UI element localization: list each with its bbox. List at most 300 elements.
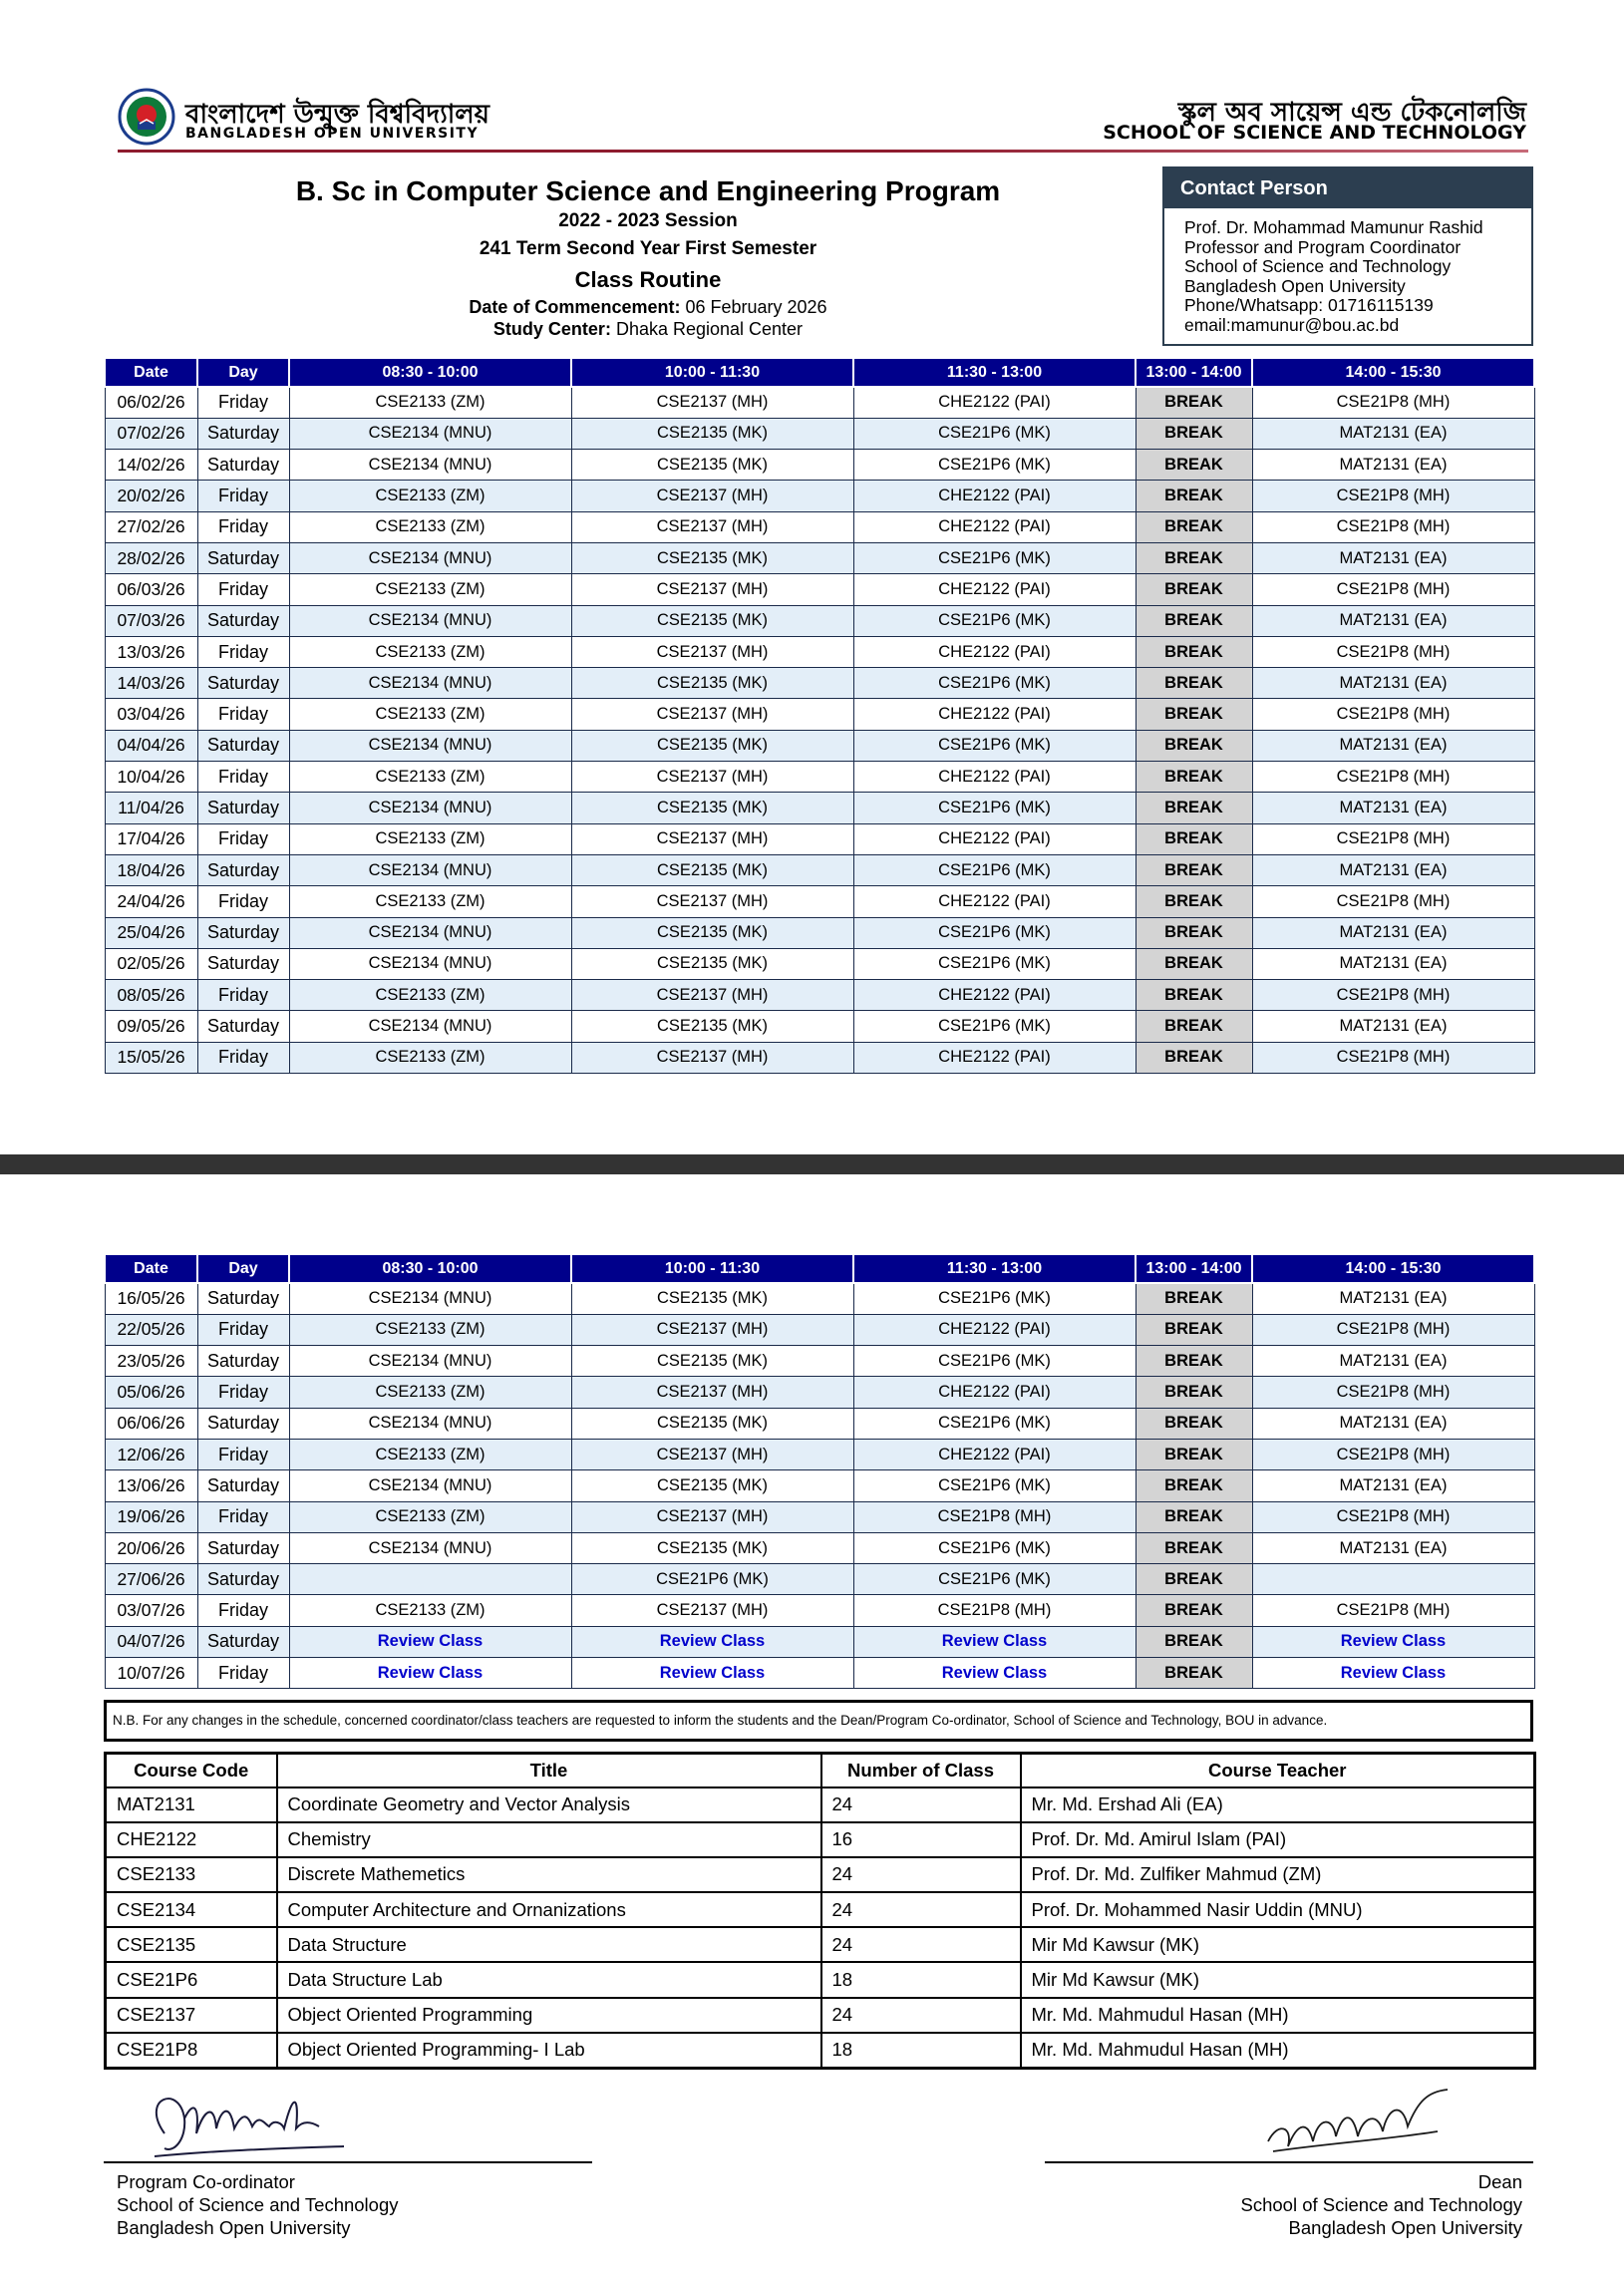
schedule-row: [105, 886, 1534, 917]
university-name-english: BANGLADESH OPEN UNIVERSITY: [185, 126, 480, 142]
cell-slot-1400: CSE21P8 (MH): [1252, 1439, 1534, 1469]
cell-slot-1300-break: BREAK: [1136, 418, 1252, 449]
course-title: Data Structure Lab: [277, 1962, 821, 1997]
study-center-label: Study Center:: [492, 319, 611, 339]
number-of-class: 24: [821, 1998, 1021, 2033]
cell-slot-1300-break: BREAK: [1136, 1011, 1252, 1042]
commencement-line: [219, 296, 1077, 318]
cell-day: Saturday: [197, 1564, 289, 1595]
schedule-row: [105, 980, 1534, 1011]
term-line: 241 Term Second Year First Semester: [479, 238, 817, 259]
cell-slot-1300-break: BREAK: [1136, 730, 1252, 761]
number-of-class: 16: [821, 1822, 1021, 1857]
number-of-class: 24: [821, 1787, 1021, 1822]
cell-slot-0830: CSE2133 (ZM): [289, 980, 571, 1011]
program-title: B. Sc in Computer Science and Engineering Program: [295, 175, 1001, 206]
course-teacher: Mr. Md. Ershad Ali (EA): [1021, 1787, 1535, 1822]
cell-slot-0830: CSE2133 (ZM): [289, 1377, 571, 1408]
cell-slot-0830: Review Class: [289, 1626, 571, 1657]
cell-slot-1400: MAT2131 (EA): [1252, 1011, 1534, 1042]
cell-slot-1130: CSE21P6 (MK): [853, 450, 1136, 481]
cell-slot-1000: CSE2135 (MK): [571, 668, 853, 699]
university-logo: [118, 88, 546, 148]
schedule-row: [105, 1377, 1534, 1408]
cell-slot-1300-break: BREAK: [1136, 542, 1252, 573]
cell-slot-1000: CSE2135 (MK): [571, 1011, 853, 1042]
schedule-row: [105, 1626, 1534, 1657]
cell-slot-1130: CSE21P6 (MK): [853, 730, 1136, 761]
schedule-row: [105, 1314, 1534, 1345]
cell-slot-1300-break: BREAK: [1136, 511, 1252, 542]
cell-slot-1300-break: BREAK: [1136, 699, 1252, 730]
cell-slot-1130: CHE2122 (PAI): [853, 574, 1136, 605]
cell-slot-1000: Review Class: [571, 1626, 853, 1657]
cell-slot-0830: CSE2133 (ZM): [289, 1595, 571, 1626]
cell-slot-1000: CSE2137 (MH): [571, 1042, 853, 1073]
cell-day: Saturday: [197, 1011, 289, 1042]
cell-slot-1130: CHE2122 (PAI): [853, 699, 1136, 730]
course-title: Coordinate Geometry and Vector Analysis: [277, 1787, 821, 1822]
schedule-header-row: [105, 358, 1534, 387]
header-slot-1400: 14:00 - 15:30: [1252, 358, 1534, 387]
header-date: Date: [105, 358, 197, 387]
schedule-row: [105, 1595, 1534, 1626]
cell-slot-1400: CSE21P8 (MH): [1252, 1377, 1534, 1408]
schedule-row: [105, 636, 1534, 667]
cell-day: Saturday: [197, 730, 289, 761]
cell-slot-0830: CSE2134 (MNU): [289, 1408, 571, 1439]
cell-slot-1130: CHE2122 (PAI): [853, 886, 1136, 917]
schedule-row: [105, 511, 1534, 542]
cell-slot-1000: CSE2135 (MK): [571, 917, 853, 948]
cell-slot-1130: CSE21P6 (MK): [853, 854, 1136, 885]
cell-slot-1300-break: BREAK: [1136, 1595, 1252, 1626]
cell-slot-1400: MAT2131 (EA): [1252, 418, 1534, 449]
cell-slot-1130: CHE2122 (PAI): [853, 481, 1136, 511]
dean-signature-line: [1045, 2161, 1533, 2163]
course-header-row: [106, 1754, 1535, 1787]
header-course-code: Course Code: [106, 1754, 277, 1787]
cell-date: 07/02/26: [105, 418, 197, 449]
contact-person-box: [1162, 166, 1533, 346]
dean-signature-block: [1241, 2170, 1523, 2239]
cell-slot-1300-break: BREAK: [1136, 948, 1252, 979]
schedule-row: [105, 823, 1534, 854]
cell-slot-1000: CSE2135 (MK): [571, 793, 853, 823]
cell-slot-1400: MAT2131 (EA): [1252, 605, 1534, 636]
cell-slot-1400: MAT2131 (EA): [1252, 1532, 1534, 1563]
cell-slot-1000: CSE2137 (MH): [571, 1501, 853, 1532]
cell-slot-1130: CHE2122 (PAI): [853, 980, 1136, 1011]
cell-date: 06/06/26: [105, 1408, 197, 1439]
cell-date: 22/05/26: [105, 1314, 197, 1345]
cell-slot-1130: CSE21P6 (MK): [853, 542, 1136, 573]
cell-slot-0830: CSE2133 (ZM): [289, 636, 571, 667]
course-teacher: Mr. Md. Mahmudul Hasan (MH): [1021, 2033, 1535, 2068]
schedule-row: [105, 1470, 1534, 1501]
cell-day: Friday: [197, 1314, 289, 1345]
cell-date: 18/04/26: [105, 854, 197, 885]
course-teacher: Prof. Dr. Md. Amirul Islam (PAI): [1021, 1822, 1535, 1857]
schedule-row: [105, 1042, 1534, 1073]
cell-slot-1400: MAT2131 (EA): [1252, 1346, 1534, 1377]
cell-slot-1130: CSE21P6 (MK): [853, 917, 1136, 948]
cell-date: 27/06/26: [105, 1564, 197, 1595]
course-code: CSE2133: [106, 1857, 277, 1892]
cell-day: Friday: [197, 511, 289, 542]
cell-slot-0830: CSE2133 (ZM): [289, 823, 571, 854]
contact-university: Bangladesh Open University: [1184, 275, 1406, 296]
cell-slot-1400: CSE21P8 (MH): [1252, 762, 1534, 793]
header-day: Day: [197, 358, 289, 387]
header-slot-0830: 08:30 - 10:00: [289, 358, 571, 387]
cell-slot-1000: CSE2137 (MH): [571, 886, 853, 917]
schedule-row: [105, 605, 1534, 636]
cell-date: 13/06/26: [105, 1470, 197, 1501]
schedule-header-row: [105, 1254, 1534, 1283]
course-title: Object Oriented Programming- I Lab: [277, 2033, 821, 2068]
cell-date: 08/05/26: [105, 980, 197, 1011]
course-row: [106, 1998, 1535, 2033]
cell-slot-1000: CSE2137 (MH): [571, 387, 853, 418]
cell-date: 06/03/26: [105, 574, 197, 605]
schedule-note: N.B. For any changes in the schedule, concerned coordinator/class teachers are requested to inform the students and the Dean/Program Co-ordinator, School of Science and Technology, BOU in advance.: [104, 1700, 1533, 1742]
cell-slot-0830: CSE2133 (ZM): [289, 387, 571, 418]
cell-day: Saturday: [197, 450, 289, 481]
contact-heading: Contact Person: [1164, 168, 1531, 208]
cell-slot-1130: CSE21P6 (MK): [853, 948, 1136, 979]
cell-slot-1000: CSE2137 (MH): [571, 980, 853, 1011]
cell-slot-1000: CSE2137 (MH): [571, 762, 853, 793]
cell-slot-1300-break: BREAK: [1136, 1564, 1252, 1595]
cell-slot-0830: CSE2134 (MNU): [289, 605, 571, 636]
cell-slot-1400: MAT2131 (EA): [1252, 1470, 1534, 1501]
cell-day: Saturday: [197, 854, 289, 885]
dean-school: School of Science and Technology: [1240, 2194, 1522, 2215]
header-course-teacher: Course Teacher: [1021, 1754, 1535, 1787]
study-center-line: [219, 318, 1077, 340]
cell-slot-1130: CHE2122 (PAI): [853, 1042, 1136, 1073]
cell-slot-1300-break: BREAK: [1136, 1408, 1252, 1439]
cell-day: Saturday: [197, 605, 289, 636]
cell-date: 13/03/26: [105, 636, 197, 667]
cell-slot-1400: CSE21P8 (MH): [1252, 1595, 1534, 1626]
cell-slot-1130: Review Class: [853, 1658, 1136, 1689]
cell-slot-1400: MAT2131 (EA): [1252, 542, 1534, 573]
schedule-row: [105, 1501, 1534, 1532]
schedule-row: [105, 1564, 1534, 1595]
cell-slot-1400: CSE21P8 (MH): [1252, 574, 1534, 605]
cell-slot-1300-break: BREAK: [1136, 1626, 1252, 1657]
cell-date: 07/03/26: [105, 605, 197, 636]
cell-slot-0830: CSE2134 (MNU): [289, 854, 571, 885]
cell-slot-1400: MAT2131 (EA): [1252, 1283, 1534, 1314]
cell-slot-0830: CSE2134 (MNU): [289, 1346, 571, 1377]
cell-slot-1400: MAT2131 (EA): [1252, 1408, 1534, 1439]
cell-slot-1000: CSE21P6 (MK): [571, 1564, 853, 1595]
cell-slot-1000: CSE2135 (MK): [571, 1470, 853, 1501]
coordinator-title: Program Co-ordinator: [117, 2171, 295, 2192]
cell-slot-1400: [1252, 1564, 1534, 1595]
cell-slot-1000: CSE2135 (MK): [571, 730, 853, 761]
contact-phone: Phone/Whatsapp: 01716115139: [1184, 295, 1434, 315]
cell-slot-1130: CHE2122 (PAI): [853, 511, 1136, 542]
cell-slot-1300-break: BREAK: [1136, 1501, 1252, 1532]
header-slot-1300-break: 13:00 - 14:00: [1136, 358, 1252, 387]
cell-slot-1000: CSE2137 (MH): [571, 1595, 853, 1626]
schedule-row: [105, 1346, 1534, 1377]
cell-slot-1000: CSE2135 (MK): [571, 1283, 853, 1314]
dean-university: Bangladesh Open University: [1288, 2217, 1522, 2238]
contact-role: Professor and Program Coordinator: [1184, 236, 1462, 257]
cell-slot-1130: CSE21P6 (MK): [853, 605, 1136, 636]
number-of-class: 18: [821, 1962, 1021, 1997]
cell-slot-1130: CHE2122 (PAI): [853, 387, 1136, 418]
session-line: 2022 - 2023 Session: [558, 210, 738, 231]
contact-email[interactable]: email:mamunur@bou.ac.bd: [1184, 314, 1400, 335]
course-code: CSE2135: [106, 1927, 277, 1962]
cell-date: 19/06/26: [105, 1501, 197, 1532]
cell-slot-1300-break: BREAK: [1136, 854, 1252, 885]
cell-day: Saturday: [197, 1408, 289, 1439]
cell-date: 14/03/26: [105, 668, 197, 699]
cell-slot-1130: CSE21P6 (MK): [853, 1346, 1136, 1377]
cell-slot-0830: Review Class: [289, 1658, 571, 1689]
course-code: MAT2131: [106, 1787, 277, 1822]
cell-slot-1400: MAT2131 (EA): [1252, 668, 1534, 699]
cell-slot-1300-break: BREAK: [1136, 605, 1252, 636]
header-day: Day: [197, 1254, 289, 1283]
cell-slot-0830: CSE2134 (MNU): [289, 1470, 571, 1501]
course-code: CSE2137: [106, 1998, 277, 2033]
course-row: [106, 1822, 1535, 1857]
cell-slot-1000: CSE2135 (MK): [571, 1346, 853, 1377]
cell-slot-1300-break: BREAK: [1136, 1470, 1252, 1501]
cell-slot-1000: CSE2137 (MH): [571, 481, 853, 511]
cell-slot-0830: CSE2134 (MNU): [289, 1011, 571, 1042]
cell-slot-1300-break: BREAK: [1136, 636, 1252, 667]
cell-slot-1400: CSE21P8 (MH): [1252, 1501, 1534, 1532]
header-rule: [118, 150, 1528, 153]
schedule-row: [105, 948, 1534, 979]
contact-school: School of Science and Technology: [1184, 256, 1452, 276]
cell-slot-0830: CSE2133 (ZM): [289, 574, 571, 605]
cell-date: 04/04/26: [105, 730, 197, 761]
cell-slot-1130: CHE2122 (PAI): [853, 1377, 1136, 1408]
title-block: [219, 174, 1077, 340]
course-row: [106, 1892, 1535, 1927]
number-of-class: 24: [821, 1892, 1021, 1927]
cell-date: 09/05/26: [105, 1011, 197, 1042]
course-teacher: Mir Md Kawsur (MK): [1021, 1927, 1535, 1962]
cell-day: Saturday: [197, 1470, 289, 1501]
cell-slot-1400: MAT2131 (EA): [1252, 854, 1534, 885]
cell-slot-0830: [289, 1564, 571, 1595]
cell-slot-1130: CSE21P6 (MK): [853, 793, 1136, 823]
cell-slot-0830: CSE2134 (MNU): [289, 948, 571, 979]
cell-slot-1400: CSE21P8 (MH): [1252, 1042, 1534, 1073]
cell-date: 02/05/26: [105, 948, 197, 979]
cell-slot-1000: CSE2137 (MH): [571, 1314, 853, 1345]
cell-slot-0830: CSE2133 (ZM): [289, 1042, 571, 1073]
cell-slot-0830: CSE2133 (ZM): [289, 1314, 571, 1345]
cell-day: Saturday: [197, 1532, 289, 1563]
cell-date: 11/04/26: [105, 793, 197, 823]
cell-slot-1000: CSE2135 (MK): [571, 854, 853, 885]
cell-day: Friday: [197, 1377, 289, 1408]
cell-date: 27/02/26: [105, 511, 197, 542]
cell-slot-1000: CSE2137 (MH): [571, 574, 853, 605]
course-row: [106, 1857, 1535, 1892]
cell-date: 20/02/26: [105, 481, 197, 511]
schedule-row: [105, 1532, 1534, 1563]
schedule-row: [105, 762, 1534, 793]
cell-slot-0830: CSE2134 (MNU): [289, 542, 571, 573]
cell-date: 03/07/26: [105, 1595, 197, 1626]
cell-slot-1400: CSE21P8 (MH): [1252, 823, 1534, 854]
schedule-table-page-1: [104, 357, 1535, 1074]
number-of-class: 18: [821, 2033, 1021, 2068]
header-slot-1000: 10:00 - 11:30: [571, 358, 853, 387]
course-title: Object Oriented Programming: [277, 1998, 821, 2033]
course-row: [106, 2033, 1535, 2068]
cell-slot-1000: CSE2135 (MK): [571, 542, 853, 573]
course-code: CHE2122: [106, 1822, 277, 1857]
cell-date: 05/06/26: [105, 1377, 197, 1408]
cell-date: 06/02/26: [105, 387, 197, 418]
cell-slot-1400: CSE21P8 (MH): [1252, 387, 1534, 418]
course-code: CSE21P8: [106, 2033, 277, 2068]
dean-signature: [1258, 2082, 1458, 2161]
cell-slot-1000: CSE2135 (MK): [571, 605, 853, 636]
schedule-row: [105, 699, 1534, 730]
course-teacher: Mr. Md. Mahmudul Hasan (MH): [1021, 1998, 1535, 2033]
cell-slot-1400: CSE21P8 (MH): [1252, 636, 1534, 667]
cell-slot-1400: CSE21P8 (MH): [1252, 699, 1534, 730]
cell-date: 25/04/26: [105, 917, 197, 948]
cell-slot-1000: Review Class: [571, 1658, 853, 1689]
cell-day: Saturday: [197, 668, 289, 699]
cell-slot-1300-break: BREAK: [1136, 793, 1252, 823]
bou-emblem-icon: [118, 88, 175, 146]
cell-date: 03/04/26: [105, 699, 197, 730]
page-divider: [0, 1154, 1624, 1174]
cell-slot-1300-break: BREAK: [1136, 823, 1252, 854]
cell-slot-1300-break: BREAK: [1136, 1314, 1252, 1345]
cell-slot-1400: CSE21P8 (MH): [1252, 980, 1534, 1011]
header-slot-0830: 08:30 - 10:00: [289, 1254, 571, 1283]
coordinator-signature-block: [117, 2170, 399, 2239]
header-slot-1300-break: 13:00 - 14:00: [1136, 1254, 1252, 1283]
cell-date: 12/06/26: [105, 1439, 197, 1469]
cell-slot-1130: Review Class: [853, 1626, 1136, 1657]
cell-day: Friday: [197, 1658, 289, 1689]
schedule-table-page-2: [104, 1253, 1535, 1689]
cell-day: Saturday: [197, 418, 289, 449]
cell-date: 17/04/26: [105, 823, 197, 854]
header-slot-1400: 14:00 - 15:30: [1252, 1254, 1534, 1283]
cell-slot-1300-break: BREAK: [1136, 886, 1252, 917]
course-row: [106, 1927, 1535, 1962]
cell-slot-0830: CSE2133 (ZM): [289, 699, 571, 730]
cell-slot-1400: Review Class: [1252, 1626, 1534, 1657]
schedule-row: [105, 917, 1534, 948]
header-number-of-class: Number of Class: [821, 1754, 1021, 1787]
cell-slot-1130: CSE21P6 (MK): [853, 418, 1136, 449]
header-course-title: Title: [277, 1754, 821, 1787]
cell-slot-1400: MAT2131 (EA): [1252, 948, 1534, 979]
course-title: Data Structure: [277, 1927, 821, 1962]
cell-slot-1130: CSE21P8 (MH): [853, 1501, 1136, 1532]
course-title: Chemistry: [277, 1822, 821, 1857]
cell-slot-1000: CSE2137 (MH): [571, 1439, 853, 1469]
cell-day: Friday: [197, 1042, 289, 1073]
cell-slot-1130: CHE2122 (PAI): [853, 762, 1136, 793]
cell-slot-1000: CSE2137 (MH): [571, 823, 853, 854]
header-slot-1130: 11:30 - 13:00: [853, 1254, 1136, 1283]
cell-slot-1400: CSE21P8 (MH): [1252, 511, 1534, 542]
schedule-row: [105, 481, 1534, 511]
cell-date: 04/07/26: [105, 1626, 197, 1657]
contact-name: Prof. Dr. Mohammad Mamunur Rashid: [1184, 217, 1483, 237]
cell-slot-1400: MAT2131 (EA): [1252, 730, 1534, 761]
cell-slot-1300-break: BREAK: [1136, 1532, 1252, 1563]
cell-slot-0830: CSE2133 (ZM): [289, 762, 571, 793]
cell-slot-1130: CHE2122 (PAI): [853, 636, 1136, 667]
cell-slot-1000: CSE2135 (MK): [571, 450, 853, 481]
cell-slot-0830: CSE2134 (MNU): [289, 668, 571, 699]
course-row: [106, 1787, 1535, 1822]
cell-date: 10/07/26: [105, 1658, 197, 1689]
number-of-class: 24: [821, 1927, 1021, 1962]
cell-slot-1130: CSE21P6 (MK): [853, 1532, 1136, 1563]
cell-day: Friday: [197, 980, 289, 1011]
cell-slot-0830: CSE2134 (MNU): [289, 450, 571, 481]
cell-day: Friday: [197, 1501, 289, 1532]
cell-date: 20/06/26: [105, 1532, 197, 1563]
schedule-row: [105, 854, 1534, 885]
cell-slot-1000: CSE2137 (MH): [571, 699, 853, 730]
cell-day: Friday: [197, 762, 289, 793]
cell-slot-1130: CSE21P6 (MK): [853, 1408, 1136, 1439]
cell-slot-1130: CSE21P6 (MK): [853, 668, 1136, 699]
school-name-bangla: স্কুল অব সায়েন্স এন্ড টেকনোলজি: [1177, 98, 1526, 128]
cell-date: 24/04/26: [105, 886, 197, 917]
cell-slot-1300-break: BREAK: [1136, 450, 1252, 481]
course-code: CSE21P6: [106, 1962, 277, 1997]
cell-slot-1300-break: BREAK: [1136, 668, 1252, 699]
header-slot-1000: 10:00 - 11:30: [571, 1254, 853, 1283]
cell-slot-0830: CSE2133 (ZM): [289, 481, 571, 511]
header-date: Date: [105, 1254, 197, 1283]
routine-title: Class Routine: [574, 267, 722, 292]
cell-slot-1400: MAT2131 (EA): [1252, 793, 1534, 823]
cell-slot-1300-break: BREAK: [1136, 1439, 1252, 1469]
cell-slot-1300-break: BREAK: [1136, 980, 1252, 1011]
course-title: Computer Architecture and Ornanizations: [277, 1892, 821, 1927]
cell-day: Friday: [197, 886, 289, 917]
cell-day: Friday: [197, 699, 289, 730]
coordinator-school: School of Science and Technology: [117, 2194, 399, 2215]
cell-slot-1300-break: BREAK: [1136, 917, 1252, 948]
cell-day: Friday: [197, 823, 289, 854]
schedule-row: [105, 793, 1534, 823]
cell-slot-1130: CSE21P6 (MK): [853, 1283, 1136, 1314]
cell-slot-1300-break: BREAK: [1136, 1346, 1252, 1377]
cell-slot-1300-break: BREAK: [1136, 1042, 1252, 1073]
cell-date: 16/05/26: [105, 1283, 197, 1314]
cell-day: Friday: [197, 1595, 289, 1626]
